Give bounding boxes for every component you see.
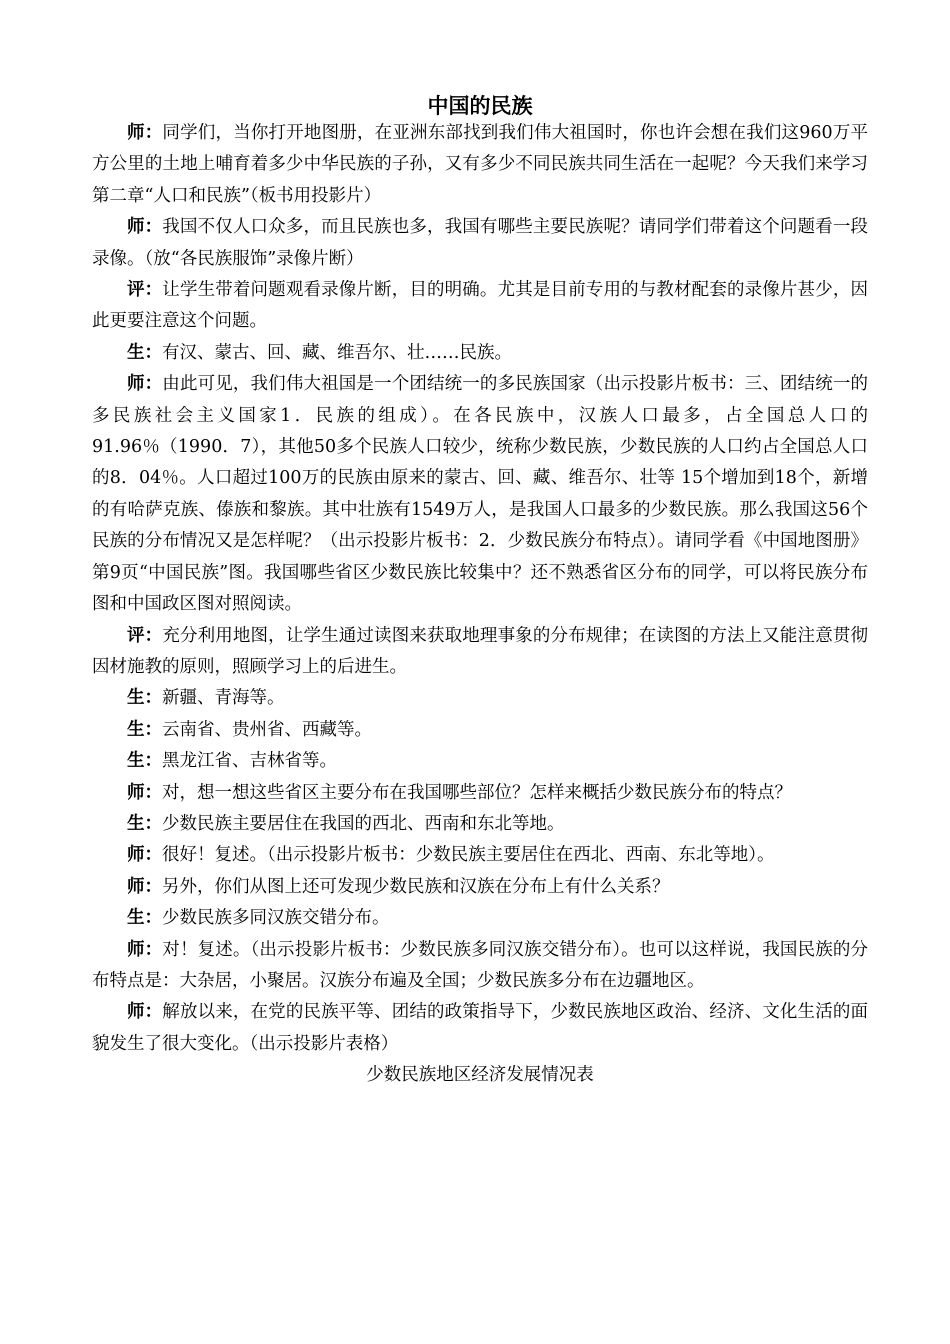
dialogue-paragraph (92, 872, 868, 903)
table-caption: 少数民族地区经济发展情况表 (366, 1065, 594, 1086)
speaker-label: 师： (127, 1002, 163, 1023)
paragraph-text: 让学生带着问题观看录像片断，目的明确。尤其是目前专用的与教材配套的录像片甚少，因此更要注意这个问题。 (92, 280, 869, 332)
speaker-label: 生： (127, 813, 162, 834)
dialogue-paragraph (92, 840, 868, 871)
dialogue-paragraph (92, 903, 868, 934)
speaker-label: 生： (127, 908, 162, 929)
dialogue-paragraph (92, 118, 868, 212)
paragraph-text: 对，想一想这些省区主要分布在我国哪些部位？怎样来概括少数民族分布的特点？ (162, 782, 792, 803)
dialogue-paragraph (92, 935, 868, 998)
speaker-label: 生： (127, 342, 162, 363)
dialogue-paragraph (92, 809, 868, 840)
dialogue-paragraph (92, 746, 868, 777)
dialogue-paragraph (92, 275, 868, 338)
paragraph-text: 同学们，当你打开地图册，在亚洲东部找到我们伟大祖国时，你也许会想在我们这960万平方公里的土地上哺育着多少中华民族的子孙，又有多少不同民族共同生活在一起呢？今天我们来学习第二章“人口和民族”（板书用投影片） (92, 123, 869, 206)
dialogue-paragraph (92, 997, 868, 1060)
dialogue-paragraph (92, 212, 868, 275)
document-page (92, 92, 868, 1092)
speaker-label: 师： (127, 123, 163, 143)
dialogue-paragraph (92, 369, 868, 620)
speaker-label: 生： (127, 719, 162, 740)
paragraph-text: 新疆、青海等。 (162, 688, 285, 709)
paragraph-text: 有汉、蒙古、回、藏、维吾尔、壮……民族。 (162, 342, 512, 363)
speaker-label: 生： (127, 688, 162, 709)
speaker-label: 评： (127, 280, 163, 301)
paragraph-text: 少数民族主要居住在我国的西北、西南和东北等地。 (162, 813, 565, 834)
paragraph-text: 我国不仅人口众多，而且民族也多，我国有哪些主要民族呢？请同学们带着这个问题看一段录像。（放“各民族服饰”录像片断） (92, 217, 869, 269)
paragraph-text: 很好！复述。（出示投影片板书：少数民族主要居住在西北、西南、东北等地）。 (162, 845, 775, 866)
speaker-label: 师： (127, 217, 163, 238)
speaker-label: 师： (127, 876, 162, 897)
paragraph-text: 黑龙江省、吉林省等。 (162, 751, 337, 772)
paragraph-text: 解放以来，在党的民族平等、团结的政策指导下，少数民族地区政治、经济、文化生活的面貌发生了很大变化。（出示投影片表格） (92, 1002, 869, 1054)
dialogue-paragraph (92, 778, 868, 809)
paragraph-text: 对！复述。（出示投影片板书：少数民族多同汉族交错分布）。也可以这样说，我国民族的分布特点是：大杂居，小聚居。汉族分布遍及全国；少数民族多分布在边疆地区。 (92, 939, 869, 991)
paragraph-text: 少数民族多同汉族交错分布。 (162, 908, 390, 929)
document-title: 中国的民族 (427, 94, 533, 118)
dialogue-paragraph (92, 683, 868, 714)
paragraph-text: 由此可见，我们伟大祖国是一个团结统一的多民族国家（出示投影片板书：三、团结统一的多民族社会主义国家1．民族的组成）。在各民族中，汉族人口最多，占全国总人口的91.96％（1990．7），其他50多个民族人口较少，统称少数民族，少数民族的人口约占全国总人口的8．04％。人口超过100万的民族由原来的蒙古、回、藏、维吾尔、壮等 15个增加到18个，新增的有哈萨克族、傣族和黎族。其中壮族有1549万人，是我国人口最多的少数民族。那么我国这56个民族的分布情况又是怎样呢？（出示投影片板书：2．少数民族分布特点）。请同学看《中国地图册》第9页“中国民族”图。我国哪些省区少数民族比较集中？还不熟悉省区分布的同学，可以将民族分布图和中国政区图对照阅读。 (92, 374, 869, 615)
dialogue-paragraph (92, 715, 868, 746)
speaker-label: 师： (127, 374, 163, 395)
speaker-label: 师： (127, 782, 162, 803)
paragraph-text: 云南省、贵州省、西藏等。 (162, 719, 372, 740)
dialogue-paragraph (92, 621, 868, 684)
paragraph-text: 充分利用地图，让学生通过读图来获取地理事象的分布规律；在读图的方法上又能注意贯彻因材施教的原则，照顾学习上的后进生。 (92, 625, 869, 677)
dialogue-paragraph (92, 338, 868, 369)
paragraph-text: 另外，你们从图上还可发现少数民族和汉族在分布上有什么关系？ (162, 876, 670, 897)
lesson-transcript (92, 118, 868, 1060)
speaker-label: 生： (127, 751, 162, 772)
speaker-label: 师： (127, 845, 162, 866)
speaker-label: 师： (127, 939, 163, 960)
speaker-label: 评： (127, 625, 163, 646)
